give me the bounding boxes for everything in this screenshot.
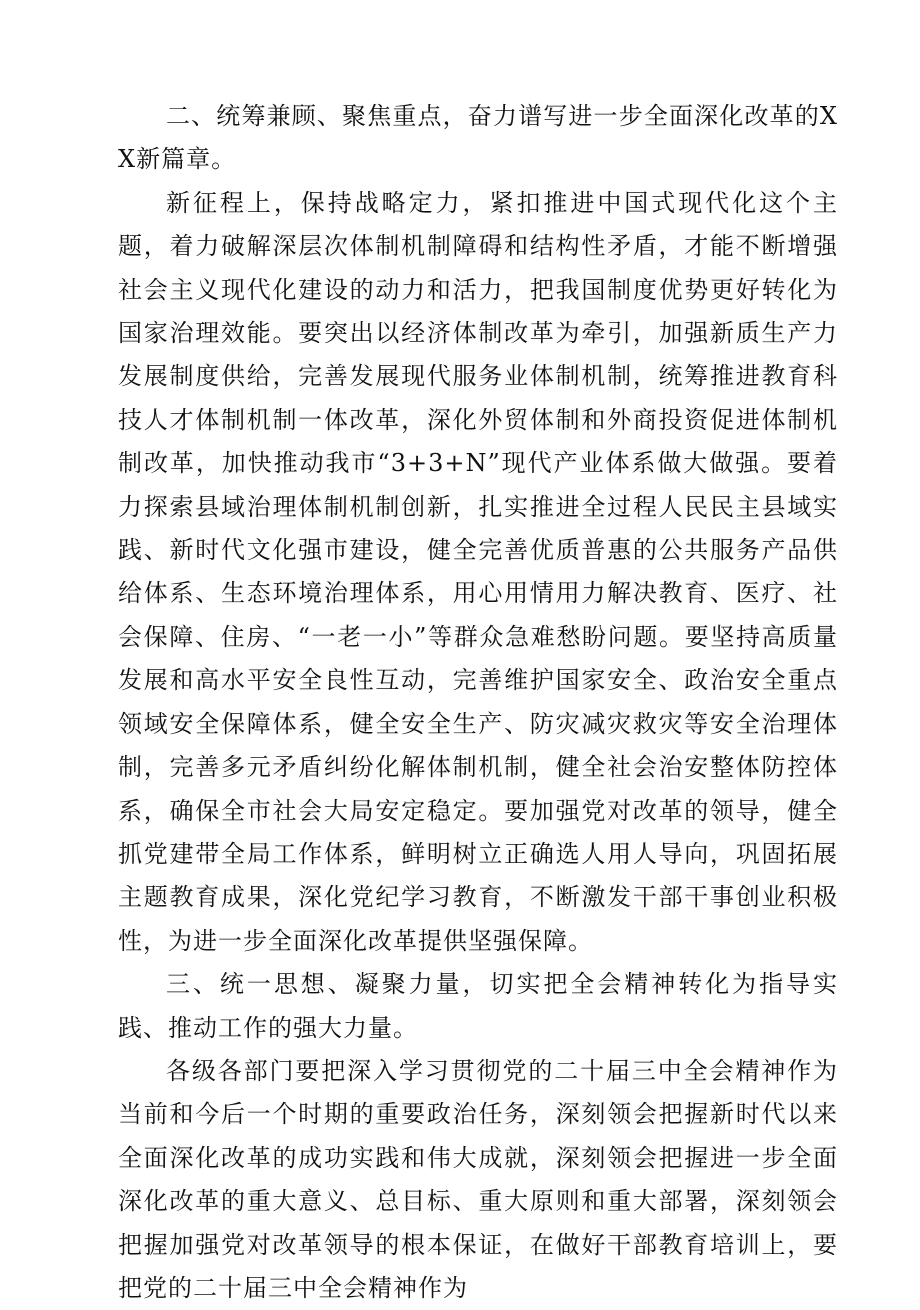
paragraph-heading-3: 三、统一思想、凝聚力量，切实把全会精神转化为指导实践、推动工作的强大力量。 bbox=[118, 970, 838, 1042]
paragraph-heading-2: 二、统筹兼顾、聚焦重点，奋力谱写进一步全面深化改革的XX新篇章。 bbox=[118, 102, 838, 174]
document-body bbox=[118, 95, 838, 1310]
paragraph-body-1: 新征程上，保持战略定力，紧扣推进中国式现代化这个主题，着力破解深层次体制机制障碍和结构性矛盾，才能不断增强社会主义现代化建设的动力和活力，把我国制度优势更好转化为国家治理效能。要突出以经济体制改革为牵引，加强新质生产力发展制度供给，完善发展现代服务业体制机制，统筹推进教育科技人才体制机制一体改革，深化外贸体制和外商投资促进体制机制改革，加快推动我市“3+3+N”现代产业体系做大做强。要着力探索县域治理体制机制创新，扎实推进全过程人民民主县域实践、新时代文化强市建设，健全完善优质普惠的公共服务产品供给体系、生态环境治理体系，用心用情用力解决教育、医疗、社会保障、住房、“一老一小”等群众急难愁盼问题。要坚持高质量发展和高水平安全良性互动，完善维护国家安全、政治安全重点领域安全保障体系，健全安全生产、防灾减灾救灾等安全治理体制，完善多元矛盾纠纷化解体制机制，健全社会治安整体防控体系，确保全市社会大局安定稳定。要加强党对改革的领导，健全抓党建带全局工作体系，鲜明树立正确选人用人导向，巩固拓展主题教育成果，深化党纪学习教育，不断激发干部干事创业积极性，为进一步全面深化改革提供坚强保障。 bbox=[118, 188, 838, 955]
paragraph-body-2: 各级各部门要把深入学习贯彻党的二十届三中全会精神作为当前和今后一个时期的重要政治任务，深刻领会把握新时代以来全面深化改革的成功实践和伟大成就，深刻领会把握进一步全面深化改革的重大意义、总目标、重大原则和重大部署，深刻领会把握加强党对改革领导的根本保证，在做好干部教育培训上，要把党的二十届三中全会精神作为 bbox=[118, 1056, 838, 1302]
